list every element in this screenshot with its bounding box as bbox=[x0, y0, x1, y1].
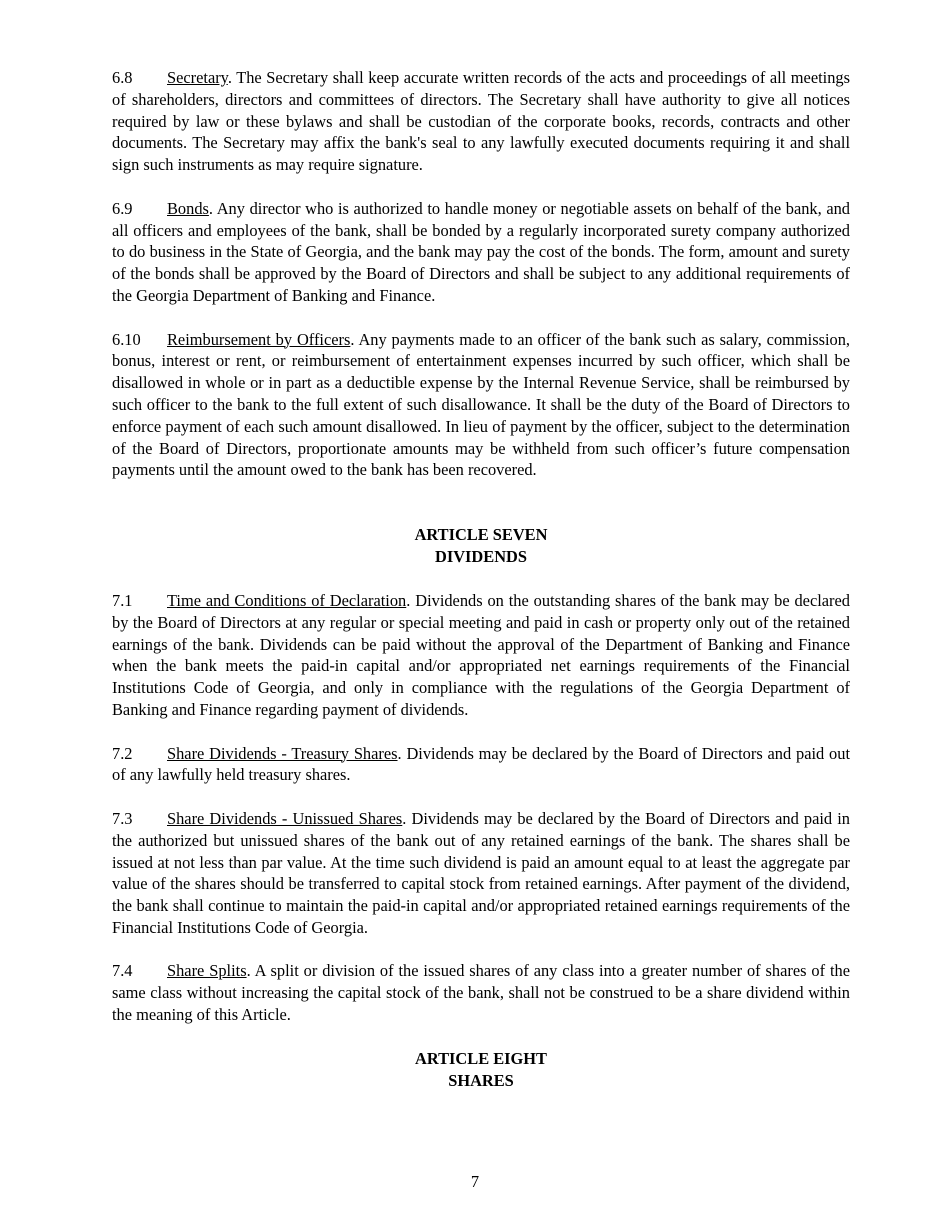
section-text: . Dividends may be declared by the Board of Directors and paid in the authorized but unissued shares of the bank out of any retained earnings of the bank. The shares shall be issued at not less than par value. At the time such dividend is paid an amount equal to at least the aggregate par value of the shares should be transferred to capital stock from retained earnings. After payment of the dividend, the bank shall continue to maintain the paid-in capital and/or appropriated retained earnings requirements of the Financial Institutions Code of Georgia. bbox=[112, 808, 850, 937]
section-number: 6.10 bbox=[112, 329, 141, 349]
section-number: 6.8 bbox=[112, 68, 133, 87]
section-heading: Share Splits bbox=[167, 961, 247, 981]
section-7-3 bbox=[112, 808, 850, 939]
section-number: 7.4 bbox=[112, 961, 133, 981]
section-7-2 bbox=[112, 743, 850, 787]
section-number: 7.2 bbox=[112, 743, 133, 763]
document-page bbox=[112, 67, 850, 1092]
article-seven-heading bbox=[112, 524, 850, 568]
section-6-8 bbox=[112, 67, 850, 176]
page-number: 7 bbox=[470, 1172, 480, 1191]
section-7-1 bbox=[112, 590, 850, 721]
section-text: . Dividends on the outstanding shares of the bank may be declared by the Board of Directors at any regular or special meeting and paid in cash or property only out of the retained earnings of the bank. Dividends can be paid without the approval of the Department of Banking and Finance when the bank meets the paid-in capital and/or appropriated net earnings requirements of the Financial Institutions Code of Georgia, and only in compliance with the regulations of the Georgia Department of Banking and Finance regarding payment of dividends. bbox=[112, 590, 850, 719]
section-number: 6.9 bbox=[112, 198, 133, 218]
article-subtitle: SHARES bbox=[448, 1070, 514, 1090]
article-eight-heading bbox=[112, 1048, 850, 1092]
section-heading: Bonds bbox=[167, 198, 209, 218]
section-number: 7.1 bbox=[112, 590, 133, 610]
section-heading: Secretary bbox=[167, 68, 228, 87]
section-heading: Reimbursement by Officers bbox=[167, 329, 351, 349]
section-heading: Share Dividends - Treasury Shares bbox=[167, 743, 398, 763]
section-6-10 bbox=[112, 329, 850, 482]
section-heading: Share Dividends - Unissued Shares bbox=[167, 808, 403, 828]
section-heading: Time and Conditions of Declaration bbox=[167, 590, 407, 610]
section-text: . The Secretary shall keep accurate written records of the acts and proceedings of all meetings of shareholders, directors and committees of directors. The Secretary shall have authority to give all notices required by law or these bylaws and shall be custodian of the corporate books, records, contracts and other documents. The Secretary may affix the bank's seal to any lawfully executed documents requiring it and shall sign such instruments as may require signature. bbox=[112, 68, 850, 175]
section-text: . Any payments made to an officer of the bank such as salary, commission, bonus, interest or rent, or reimbursement of entertainment expenses incurred by such officer, which shall be disallowed in whole or in part as a deductible expense by the Internal Revenue Service, shall be reimbursed by such officer to the bank to the full extent of such disallowance. It shall be the duty of the Board of Directors to enforce payment of each such amount disallowed. In lieu of payment by the officer, subject to the determination of the Board of Directors, proportionate amounts may be withheld from such officer’s future compensation payments until the amount owed to the bank has been recovered. bbox=[112, 329, 850, 480]
section-6-9 bbox=[112, 198, 850, 307]
section-number: 7.3 bbox=[112, 808, 133, 828]
article-title: ARTICLE SEVEN bbox=[414, 525, 548, 545]
article-title: ARTICLE EIGHT bbox=[415, 1048, 547, 1068]
section-text: . A split or division of the issued shares of any class into a greater number of shares of the same class without increasing the capital stock of the bank, shall not be construed to be a share dividend within the meaning of this Article. bbox=[112, 961, 850, 1025]
section-text: . Any director who is authorized to handle money or negotiable assets on behalf of the bank, and all officers and employees of the bank, shall be bonded by a regularly incorporated surety company authorized to do business in the State of Georgia, and the bank may pay the cost of the bonds. The form, amount and surety of the bonds shall be approved by the Board of Directors and shall be subject to any additional requirements of the Georgia Department of Banking and Finance. bbox=[112, 198, 850, 305]
section-7-4 bbox=[112, 960, 850, 1025]
article-subtitle: DIVIDENDS bbox=[435, 547, 527, 567]
section-text: . Dividends may be declared by the Board of Directors and paid out of any lawfully held treasury shares. bbox=[112, 743, 851, 785]
